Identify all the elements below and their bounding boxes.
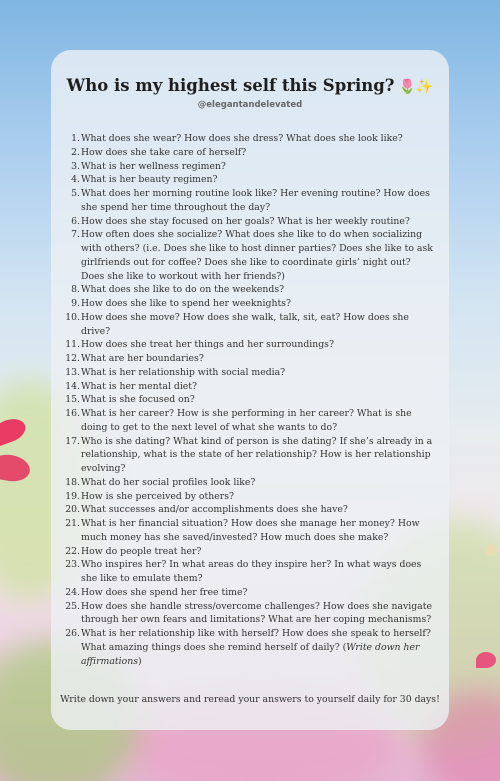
question-item	[68, 132, 436, 146]
question-text: What is her relationship like with herself? How does she speak to herself? What amazing things does she remind herself of daily? (	[81, 628, 431, 653]
question-text: What does her morning routine look like? Her evening routine? How does she spend her time throughout the day?	[81, 188, 430, 213]
question-item	[68, 297, 436, 311]
question-text: What is her beauty regimen?	[81, 174, 218, 186]
question-number: 5.	[71, 188, 80, 199]
question-item	[65, 545, 436, 559]
question-text: How does she stay focused on her goals? What is her weekly routine?	[81, 215, 410, 227]
question-text: How does she move? How does she walk, talk, sit, eat? How does she drive?	[81, 311, 409, 337]
question-item	[68, 187, 436, 215]
question-text: What are her boundaries?	[81, 353, 204, 364]
question-item	[65, 338, 436, 352]
question-text: What is her financial situation? How does she manage her money? How much money has she saved/invested? How much does she make?	[81, 518, 420, 543]
question-item	[65, 435, 436, 476]
question-text: How does she like to spend her weeknights?	[81, 298, 291, 309]
question-number: 25.	[65, 600, 80, 612]
question-number: 21.	[65, 518, 80, 529]
question-number: 15.	[65, 394, 80, 406]
question-item	[65, 393, 436, 407]
question-number: 8.	[71, 284, 80, 296]
question-item	[65, 352, 436, 366]
question-number: 3.	[71, 160, 80, 172]
question-number: 19.	[65, 490, 80, 502]
question-item	[68, 146, 436, 160]
question-number: 10.	[65, 311, 80, 323]
question-text: What successes and/or accomplishments does she have?	[81, 504, 348, 516]
question-list	[65, 132, 436, 668]
question-number: 6.	[71, 215, 80, 227]
question-item	[65, 558, 436, 586]
author-handle: @elegantandelevated	[197, 100, 303, 110]
question-number: 13.	[65, 366, 80, 378]
question-item	[65, 627, 436, 668]
question-text: What is she focused on?	[81, 394, 195, 406]
question-item	[65, 503, 436, 517]
question-item	[68, 173, 436, 187]
question-text: How does she take care of herself?	[81, 146, 247, 158]
question-text: What do her social profiles look like?	[81, 476, 256, 488]
question-number: 1.	[71, 133, 80, 144]
question-text: What is her wellness regimen?	[81, 160, 226, 172]
question-number: 23.	[65, 559, 80, 571]
question-text: Who is she dating? What kind of person is she dating? If she’s already in a relationship, what is the state of her relationship? How is her relationship evolving?	[81, 435, 433, 474]
question-text: How does she spend her free time?	[81, 586, 248, 598]
question-text: How do people treat her?	[81, 545, 202, 557]
question-number: 17.	[65, 435, 80, 447]
question-item	[65, 586, 436, 600]
question-item	[65, 366, 436, 380]
question-text: What is her career? How is she performing in her career? What is she doing to get to the next level of what she wants to do?	[81, 408, 412, 433]
question-number: 24.	[65, 586, 80, 598]
question-number: 20.	[65, 504, 80, 516]
question-text: What does she wear? How does she dress? What does she look like?	[81, 133, 403, 144]
question-text: What is her relationship with social media?	[81, 366, 286, 378]
question-number: 9.	[71, 298, 80, 309]
question-item	[65, 311, 436, 339]
title-text: Who is my highest self this Spring?	[66, 76, 395, 95]
question-item	[65, 517, 436, 545]
footer-instruction: Write down your answers and reread your answers to yourself daily for 30 days!	[60, 694, 440, 705]
question-number: 16.	[65, 408, 80, 419]
question-text: What is her mental diet?	[81, 380, 198, 392]
question-emphasis: Write down her affirmations	[81, 641, 420, 667]
question-text: How is she perceived by others?	[81, 490, 234, 502]
pink-flower-bud	[476, 652, 496, 668]
question-number: 14.	[65, 380, 80, 392]
tulip-sparkle-emoji: 🌷✨	[398, 79, 434, 95]
question-item	[65, 380, 436, 394]
question-item	[68, 283, 436, 297]
question-item	[68, 215, 436, 229]
question-text: How does she handle stress/overcome challenges? How does she navigate through her own fears and limitations? What are her coping mechanisms?	[81, 600, 432, 626]
question-text: How often does she socialize? What does she like to do when socializing with others? (i.e. Does she like to host dinner parties? Does she like to ask girlfriends out for coffee? Does she like to coordinate girls’ night out? Does she like to workout with her friends?)	[81, 229, 433, 282]
question-item	[68, 160, 436, 174]
question-number: 7.	[71, 229, 80, 241]
question-item	[65, 476, 436, 490]
question-number: 12.	[65, 353, 80, 364]
question-number: 4.	[71, 174, 80, 186]
question-number: 18.	[65, 476, 80, 488]
page-title	[0, 76, 500, 95]
question-number: 26.	[65, 628, 80, 639]
question-item	[65, 600, 436, 628]
question-closing: )	[137, 655, 142, 667]
question-item	[68, 228, 436, 283]
question-number: 11.	[65, 339, 80, 351]
question-item	[65, 407, 436, 435]
white-flower-bud	[485, 544, 497, 556]
question-text: How does she treat her things and her surroundings?	[81, 339, 334, 351]
question-number: 2.	[71, 146, 80, 158]
question-number: 22.	[65, 545, 80, 557]
question-text: Who inspires her? In what areas do they inspire her? In what ways does she like to emulate them?	[81, 559, 422, 584]
question-text: What does she like to do on the weekends?	[81, 284, 285, 296]
question-item	[65, 490, 436, 504]
